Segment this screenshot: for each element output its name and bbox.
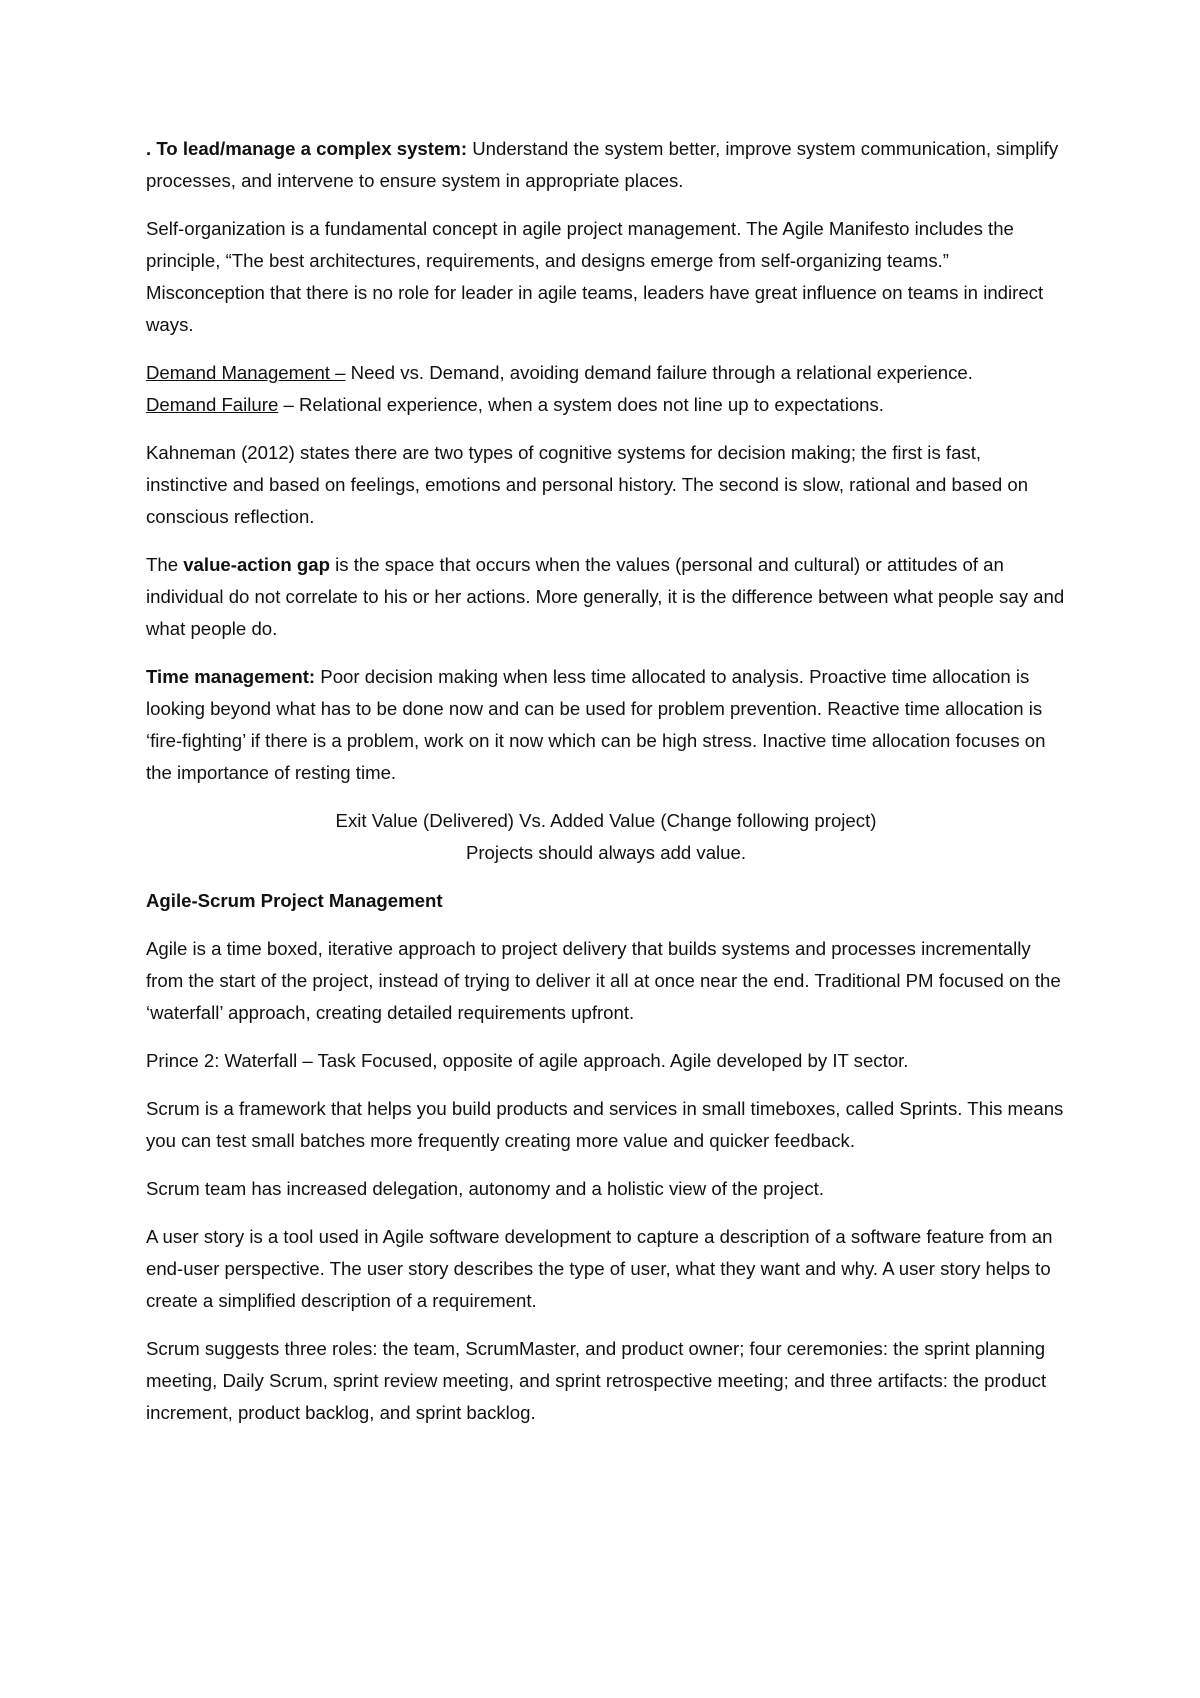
centered-line-exit-value: Exit Value (Delivered) Vs. Added Value (Change following project) bbox=[335, 810, 877, 831]
paragraph-self-organization: Self-organization is a fundamental concept in agile project management. The Agile Manifesto includes the principle, “The best architectures, requirements, and designs emerge from self-organizing teams.” Misconception that there is no role for leader in agile teams, leaders have great influence on teams in indirect ways. bbox=[146, 218, 1044, 335]
paragraph-complex-system bbox=[146, 133, 1066, 197]
document-page bbox=[146, 133, 1066, 1445]
demand-failure-term: Demand Failure bbox=[146, 394, 279, 415]
demand-management-term: Demand Management – bbox=[146, 362, 346, 383]
time-management-term: Time management: bbox=[146, 666, 316, 687]
paragraph-agile: Agile is a time boxed, iterative approach to project delivery that builds systems and processes incrementally from the start of the project, instead of trying to deliver it all at once near the end. Traditional PM focused on the ‘waterfall’ approach, creating detailed requirements upfront. bbox=[146, 938, 1061, 1023]
centered-line-add-value: Projects should always add value. bbox=[465, 842, 747, 863]
paragraph-time-management bbox=[146, 661, 1066, 789]
paragraph-scrum-framework: Scrum is a framework that helps you build products and services in small timeboxes, called Sprints. This means you can test small batches more frequently creating more value and quicker feedback. bbox=[146, 1098, 1064, 1151]
complex-system-text: Understand the system better, improve system communication, simplify processes, and intervene to ensure system in appropriate places. bbox=[146, 138, 1059, 191]
complex-system-lead: . To lead/manage a complex system: bbox=[146, 138, 468, 159]
paragraph-user-story: A user story is a tool used in Agile software development to capture a description of a software feature from an end-user perspective. The user story describes the type of user, what they want and why. A user story helps to create a simplified description of a requirement. bbox=[146, 1226, 1053, 1311]
demand-management-text: Need vs. Demand, avoiding demand failure through a relational experience. bbox=[345, 362, 973, 383]
value-action-text: is the space that occurs when the values (personal and cultural) or attitudes of an individual do not correlate to his or her actions. More generally, it is the difference between what people say and what people do. bbox=[146, 554, 1065, 639]
value-action-pre: The bbox=[146, 554, 184, 575]
paragraph-demand bbox=[146, 357, 1066, 421]
paragraph-scrum-roles: Scrum suggests three roles: the team, ScrumMaster, and product owner; four ceremonies: the sprint planning meeting, Daily Scrum, sprint review meeting, and sprint retrospective meeting; and three artifacts: the product increment, product backlog, and sprint backlog. bbox=[146, 1338, 1047, 1423]
demand-failure-text: – Relational experience, when a system does not line up to expectations. bbox=[278, 394, 884, 415]
paragraph-kahneman: Kahneman (2012) states there are two types of cognitive systems for decision making; the first is fast, instinctive and based on feelings, emotions and personal history. The second is slow, rational and based on conscious reflection. bbox=[146, 442, 1029, 527]
value-action-term: value-action gap bbox=[183, 554, 330, 575]
paragraph-scrum-team: Scrum team has increased delegation, autonomy and a holistic view of the project. bbox=[146, 1178, 825, 1199]
section-heading: Agile-Scrum Project Management bbox=[146, 890, 443, 911]
time-management-text: Poor decision making when less time allocated to analysis. Proactive time allocation is looking beyond what has to be done now and can be used for problem prevention. Reactive time allocation is ‘fire-fighting’ if there is a problem, work on it now which can be high stress. Inactive time allocation focuses on the importance of resting time. bbox=[146, 666, 1046, 783]
paragraph-prince2: Prince 2: Waterfall – Task Focused, opposite of agile approach. Agile developed by IT sector. bbox=[146, 1050, 909, 1071]
paragraph-value-action-gap bbox=[146, 549, 1066, 645]
